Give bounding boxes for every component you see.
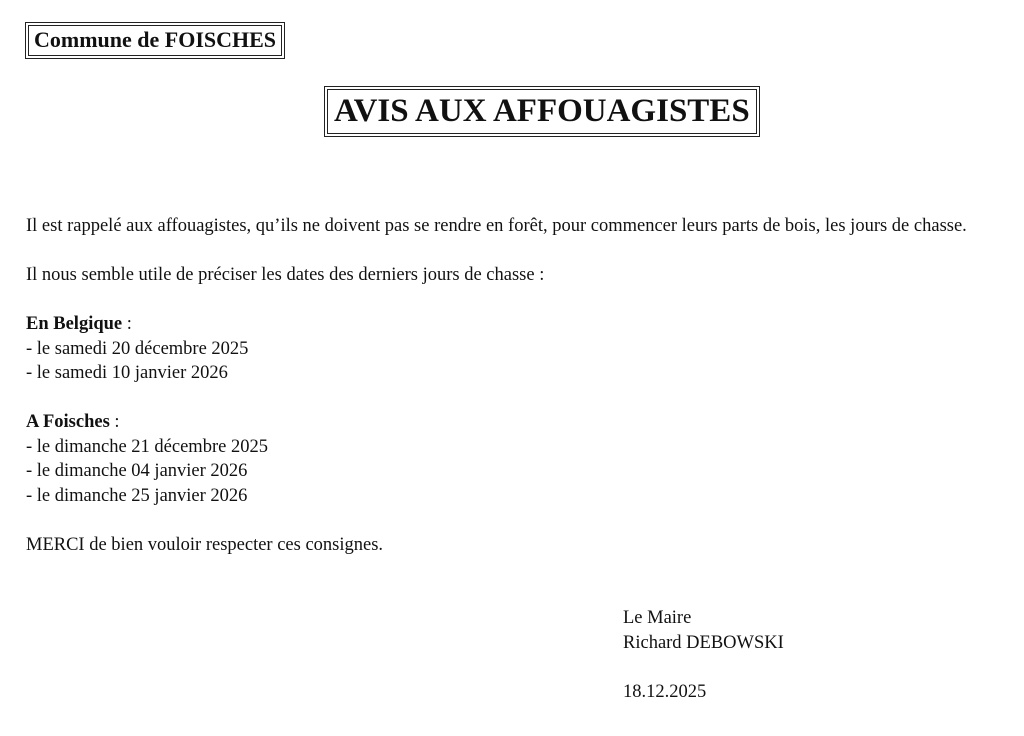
signature-name: Richard DEBOWSKI <box>623 632 784 653</box>
dates-intro-paragraph: Il nous semble utile de préciser les dates des derniers jours de chasse : <box>26 265 545 285</box>
closing-paragraph: MERCI de bien vouloir respecter ces consignes. <box>26 534 384 555</box>
foisches-heading-colon: : <box>109 412 120 432</box>
signature-role: Le Maire <box>623 608 692 628</box>
date-item: - le dimanche 21 décembre 2025 <box>26 436 268 457</box>
signature-block <box>623 606 784 704</box>
signature-date: 18.12.2025 <box>623 681 707 702</box>
commune-header: Commune de FOISCHES <box>28 25 282 56</box>
date-item: - le samedi 10 janvier 2026 <box>26 363 228 383</box>
commune-header-box <box>25 22 285 59</box>
date-item: - le dimanche 25 janvier 2026 <box>26 485 248 506</box>
belgique-heading-colon: : <box>122 314 132 334</box>
date-item: - le dimanche 04 janvier 2026 <box>26 461 248 481</box>
intro-paragraph: Il est rappelé aux affouagistes, qu’ils ne doivent pas se rendre en forêt, pour commencer leurs parts de bois, les jours de chasse. <box>26 216 967 236</box>
belgique-heading: En Belgique <box>26 314 123 334</box>
belgique-section <box>26 312 1016 386</box>
notice-title: AVIS AUX AFFOUAGISTES <box>327 89 757 134</box>
date-item: - le samedi 20 décembre 2025 <box>26 338 249 359</box>
notice-body <box>26 214 1016 557</box>
foisches-heading: A Foisches <box>26 412 110 432</box>
notice-title-box <box>324 86 760 137</box>
foisches-section <box>26 410 1016 508</box>
